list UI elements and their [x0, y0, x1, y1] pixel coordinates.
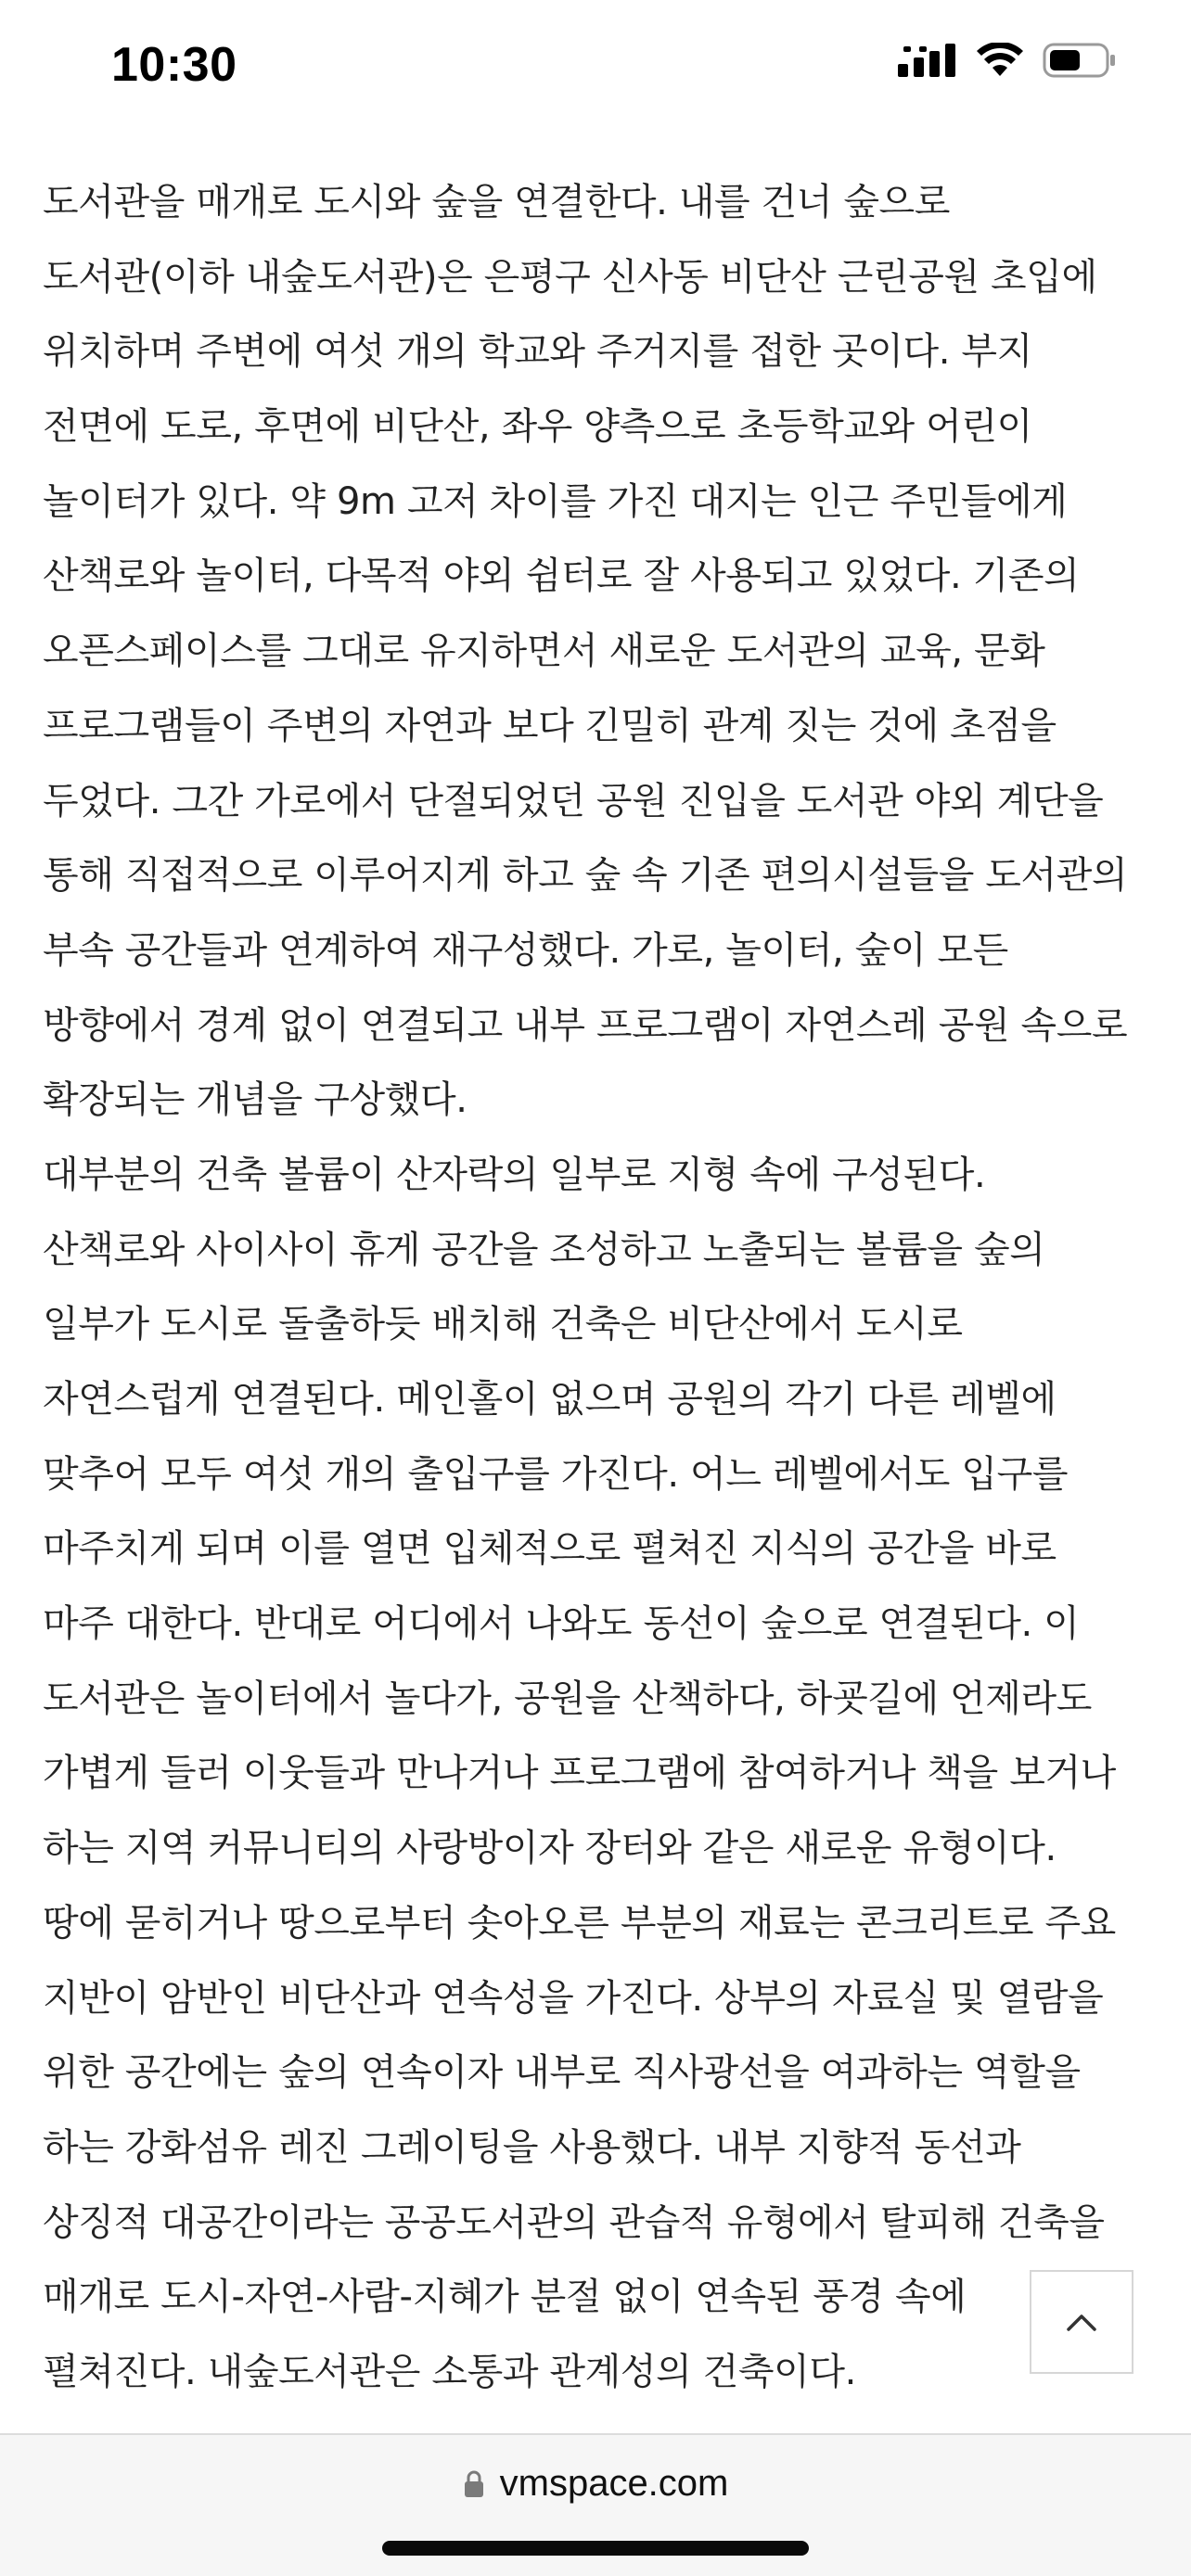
article-line: 두었다. 그간 가로에서 단절되었던 공원 진입을 도서관 야외 계단을: [43, 779, 1104, 823]
article-line: 하는 지역 커뮤니티의 사랑방이자 장터와 같은 새로운 유형이다.: [43, 1827, 1057, 1870]
article-line: 놀이터가 있다. 약 9m 고저 차이를 가진 대지는 인근 주민들에게: [43, 479, 1068, 523]
article-line: 하는 강화섬유 레진 그레이팅을 사용했다. 내부 지향적 동선과: [43, 2125, 1021, 2169]
article-line: 자연스럽게 연결된다. 메인홀이 없으며 공원의 각기 다른 레벨에: [43, 1378, 1057, 1421]
article-line: 위한 공간에는 숲의 연속이자 내부로 직사광선을 여과하는 역할을: [43, 2051, 1081, 2095]
article-line: 가볍게 들러 이웃들과 만나거나 프로그램에 참여하거나 책을 보거나: [43, 1752, 1116, 1795]
article-line: 프로그램들이 주변의 자연과 보다 긴밀히 관계 짓는 것에 초점을: [43, 704, 1057, 747]
article-line: 도서관(이하 내숲도서관)은 은평구 신사동 비단산 근린공원 초입에: [43, 255, 1097, 299]
article-line: 전면에 도로, 후면에 비단산, 좌우 양측으로 초등학교와 어린이: [43, 405, 1032, 449]
article-line: 마주치게 되며 이를 열면 입체적으로 펼쳐진 지식의 공간을 바로: [43, 1527, 1057, 1571]
article-line: 부속 공간들과 연계하여 재구성했다. 가로, 놀이터, 숲이 모든: [43, 928, 1008, 972]
article-line: 지반이 암반인 비단산과 연속성을 가진다. 상부의 자료실 및 열람을: [43, 1976, 1104, 2020]
article-line: 매개로 도시-자연-사람-지혜가 분절 없이 연속된 풍경 속에: [43, 2276, 967, 2319]
battery-icon: [1043, 43, 1117, 78]
article-line: 방향에서 경계 없이 연결되고 내부 프로그램이 자연스레 공원 속으로: [43, 1003, 1128, 1047]
article-body: [43, 165, 1156, 2410]
browser-bottom-bar: [0, 2433, 1191, 2576]
address-bar[interactable]: [0, 2463, 1191, 2505]
lock-icon: [463, 2469, 485, 2499]
chevron-up-icon: [1063, 2311, 1100, 2333]
wifi-icon: [976, 43, 1024, 78]
cellular-signal-icon: [898, 44, 957, 77]
article-line: 상징적 대공간이라는 공공도서관의 관습적 유형에서 탈피해 건축을: [43, 2200, 1105, 2244]
article-line: 위치하며 주변에 여섯 개의 학교와 주거지를 접한 곳이다. 부지: [43, 330, 1032, 374]
article-line: 도서관은 놀이터에서 놀다가, 공원을 산책하다, 하굣길에 언제라도: [43, 1677, 1092, 1720]
article-line: 산책로와 사이사이 휴게 공간을 조성하고 노출되는 볼륨을 숲의: [43, 1228, 1045, 1271]
article-line: 펼쳐진다. 내숲도서관은 소통과 관계성의 건축이다.: [43, 2350, 856, 2393]
scroll-to-top-button[interactable]: [1030, 2270, 1133, 2374]
address-url[interactable]: vmspace.com: [499, 2463, 729, 2504]
status-icons: [898, 43, 1117, 78]
article-line: 산책로와 놀이터, 다목적 야외 쉼터로 잘 사용되고 있었다. 기존의: [43, 555, 1080, 598]
status-bar: [0, 0, 1191, 139]
article-line: 확장되는 개념을 구상했다.: [43, 1078, 467, 1122]
article-line: 마주 대한다. 반대로 어디에서 나와도 동선이 숲으로 연결된다. 이: [43, 1602, 1080, 1646]
home-indicator: [382, 2541, 809, 2556]
article-line: 땅에 묻히거나 땅으로부터 솟아오른 부분의 재료는 콘크리트로 주요: [43, 1901, 1116, 1945]
article-line: 도서관을 매개로 도시와 숲을 연결한다. 내를 건너 숲으로: [43, 181, 951, 223]
article-line: 통해 직접적으로 이루어지게 하고 숲 속 기존 편의시설들을 도서관의: [43, 854, 1128, 898]
status-time: 10:30: [111, 38, 237, 92]
article-line: 일부가 도시로 돌출하듯 배치해 건축은 비단산에서 도시로: [43, 1303, 963, 1346]
article-line: 맞추어 모두 여섯 개의 출입구를 가진다. 어느 레벨에서도 입구를: [43, 1452, 1069, 1496]
article-line: 오픈스페이스를 그대로 유지하면서 새로운 도서관의 교육, 문화: [43, 630, 1045, 673]
article-line: 대부분의 건축 볼륨이 산자락의 일부로 지형 속에 구성된다.: [43, 1153, 986, 1196]
